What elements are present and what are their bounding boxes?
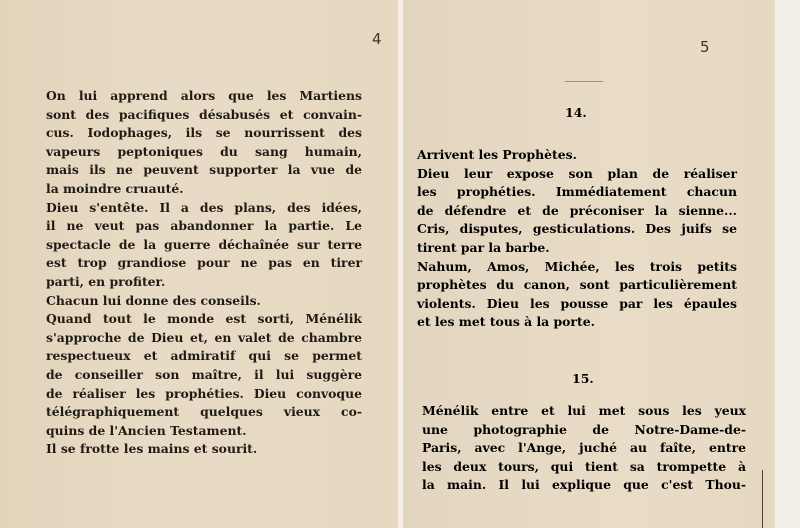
text-line: vapeurs peptoniques du sang humain,: [46, 143, 362, 159]
text-line: Chacun lui donne des conseils.: [46, 292, 261, 308]
page-number-pencil-mark: 5: [700, 38, 710, 56]
text-line: la main. Il lui explique que c'est Thou-: [422, 477, 746, 493]
text-line: sont des pacifiques désabusés et convain-: [46, 106, 362, 122]
left-page-text: [46, 87, 362, 459]
text-line: Quand tout le monde est sorti, Ménélik: [46, 311, 362, 327]
text-line: Nahum, Amos, Michée, les trois petits: [417, 258, 737, 274]
page-number-pencil-mark: 4: [372, 30, 382, 48]
text-line: de défendre et de préconiser la sienne...: [417, 202, 737, 218]
text-line: Cris, disputes, gesticulations. Des juifs se: [417, 221, 737, 237]
section-number-14: 14.: [565, 105, 587, 120]
text-line: de conseiller son maître, il lui suggère: [46, 366, 362, 382]
right-margin: [775, 0, 800, 528]
text-line: Ménélik entre et lui met sous les yeux: [422, 403, 746, 418]
page-edge-divider: [762, 470, 763, 528]
text-line: Paris, avec l'Ange, juché au faîte, entre: [422, 440, 746, 456]
text-line: Il se frotte les mains et sourit.: [46, 441, 258, 457]
section-15-text: [422, 402, 746, 495]
text-line: Dieu leur expose son plan de réaliser: [417, 165, 737, 181]
text-line: la moindre cruauté.: [46, 180, 184, 196]
text-line: s'approche de Dieu et, en valet de chambre: [46, 329, 362, 345]
left-page: [0, 0, 398, 528]
text-line: une photographie de Notre-Dame-de-: [422, 421, 746, 437]
text-line: respectueux et admiratif qui se permet: [46, 348, 362, 364]
text-line: Arrivent les Prophètes.: [417, 147, 577, 162]
text-line: parti, en profiter.: [46, 273, 166, 289]
top-rule: [565, 81, 603, 82]
section-14-text: [417, 146, 737, 332]
text-line: mais ils ne peuvent supporter la vue de: [46, 162, 362, 178]
section-number-15: 15.: [572, 371, 594, 386]
text-line: violents. Dieu les pousse par les épaules: [417, 295, 737, 311]
text-line: spectacle de la guerre déchaînée sur terre: [46, 236, 362, 252]
text-line: de réaliser les prophéties. Dieu convoque: [46, 385, 362, 401]
text-line: télégraphiquement quelques vieux co-: [46, 404, 362, 420]
text-line: les deux tours, qui tient sa trompette à: [422, 458, 746, 474]
text-line: On lui apprend alors que les Martiens: [46, 88, 362, 103]
text-line: tirent par la barbe.: [417, 239, 550, 255]
text-line: est trop grandiose pour ne pas en tirer: [46, 255, 362, 271]
text-line: les prophéties. Immédiatement chacun: [417, 184, 737, 200]
text-line: Dieu s'entête. Il a des plans, des idées,: [46, 199, 362, 215]
text-line: cus. Iodophages, ils se nourrissent des: [46, 125, 362, 141]
text-line: prophètes du canon, sont particulièrement: [417, 277, 737, 293]
text-line: il ne veut pas abandonner la partie. Le: [46, 218, 362, 234]
text-line: et les met tous à la porte.: [417, 314, 595, 330]
text-line: quins de l'Ancien Testament.: [46, 422, 247, 438]
